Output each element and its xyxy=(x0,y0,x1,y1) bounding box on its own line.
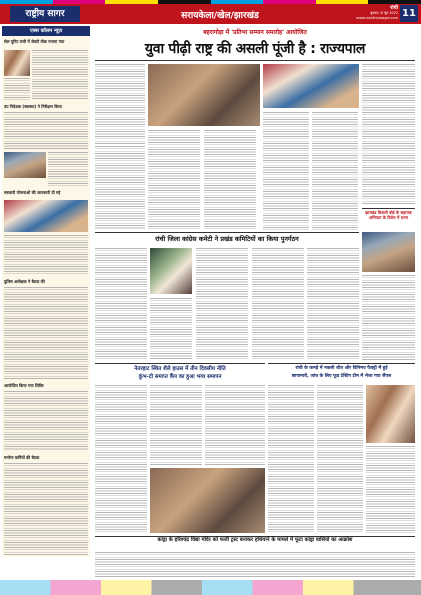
left-story-photo xyxy=(4,152,46,178)
story3-headline-line1: नेतरहाट स्थित शैले हाउस में तीन दिवसीय नीति xyxy=(134,366,226,372)
left-story-photo xyxy=(4,200,88,232)
story4-photo xyxy=(366,385,415,443)
left-story-text xyxy=(4,78,30,100)
story4-headline-line2: छापामारी, जांच के लिए फूड टेस्टिंग टीम में भेजा गया सैंपल xyxy=(291,374,392,379)
top-story-text xyxy=(204,130,256,230)
top-story-text xyxy=(95,64,145,144)
story3-text xyxy=(95,385,147,533)
story3-text xyxy=(150,385,202,465)
story4-text xyxy=(268,385,314,533)
story3-text xyxy=(205,385,265,465)
section-title: सरायकेला/खेल/झारखंड xyxy=(181,11,259,21)
story2-headline: रांची जिला कांग्रेस कमेटी ने प्रखंड कमिटियों का किया पुनर्गठन xyxy=(155,235,299,243)
divider xyxy=(362,208,415,209)
left-story-headline: सरकारी योजनाओं की जानकारी दी गई xyxy=(4,190,61,195)
left-story-text xyxy=(4,391,88,451)
top-story-text xyxy=(95,146,145,230)
date-text: बुधवार, 8 जून 2022 xyxy=(370,11,398,15)
date-block xyxy=(318,6,398,21)
story2-photo xyxy=(150,248,192,294)
story2-text xyxy=(150,298,192,360)
divider xyxy=(95,363,265,364)
story3-photo xyxy=(150,468,265,533)
left-story-headline: आयोजित किया गया शिविर xyxy=(4,383,44,388)
section-name: राष्ट्रीय सागर xyxy=(10,6,80,22)
story4-text xyxy=(317,385,363,533)
left-story-text xyxy=(4,235,88,275)
left-story-photo xyxy=(4,50,30,76)
bottom-story-text xyxy=(95,552,415,578)
divider xyxy=(268,363,415,364)
top-story-kicker: बहरागोड़ा में 'प्रतिभा सम्मान समारोह' आयोजित xyxy=(203,29,307,36)
top-story-photo xyxy=(263,64,359,108)
left-column-header: एक्स कॉलम न्यूज़ xyxy=(2,26,90,36)
left-story-text xyxy=(4,463,88,555)
story2-text xyxy=(307,248,359,360)
top-story-photo xyxy=(148,64,260,126)
story5-headline: झारखंड बिजली बोर्ड के सहायक अभियंता के विरोध में धरना xyxy=(365,210,412,220)
top-story-text xyxy=(263,112,309,230)
divider xyxy=(95,232,359,233)
top-story-text xyxy=(362,64,415,204)
left-story-headline: सेल यूनिट रांची में सेफ्टी वीक मनाया गया xyxy=(4,39,65,44)
left-story-headline: पुलिस अधीक्षक ने बैठक की xyxy=(4,279,45,284)
left-story-headline: मनरेगा कर्मियों की बैठक xyxy=(4,455,40,460)
story5-photo xyxy=(362,232,415,272)
left-story-text xyxy=(4,112,88,150)
story5-text xyxy=(362,275,415,360)
bottom-story-headline: कांड्रा के हरिश्चंद्र विद्या मंदिर को फर्जी ट्रस्ट बनाकर हथियाने के मामले में फूटा कांड्रा वासियों का आक्रोश xyxy=(157,537,353,543)
footer-strip xyxy=(0,580,421,595)
left-story-headline: उप निदेशक (स्वास्थ्य) ने निरीक्षण किया xyxy=(4,104,62,109)
left-story-text xyxy=(4,287,88,379)
story2-text xyxy=(95,248,147,360)
top-story-headline: युवा पीढ़ी राष्ट्र की असली पूंजी है : राज्यपाल xyxy=(144,41,366,57)
page-number: 11 xyxy=(400,5,418,22)
website: www.rashtriyasagar.com xyxy=(356,16,398,20)
story2-text xyxy=(196,248,248,360)
top-story-text xyxy=(312,112,358,230)
date-city: रांची xyxy=(390,5,398,11)
divider xyxy=(95,60,415,61)
story4-text xyxy=(366,446,415,533)
story2-text xyxy=(252,248,304,360)
story4-headline-line1: रांची के कमड़े में नकली शीत और विनिमय फैक्ट्री में हुई xyxy=(295,366,388,371)
left-story-text xyxy=(48,152,88,186)
left-story-text xyxy=(32,50,88,100)
story3-headline-line2: कुंभ-दो समाप्त कैंप का हुआ भव्य समापन xyxy=(138,374,222,380)
top-story-text xyxy=(148,130,200,230)
